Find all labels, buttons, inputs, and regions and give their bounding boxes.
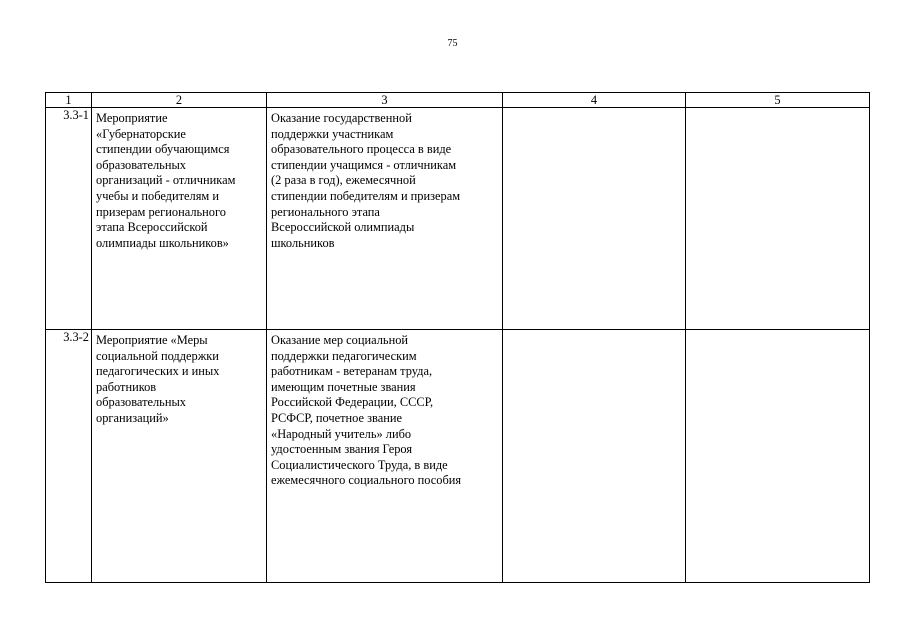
text-line: Социалистического Труда, в виде bbox=[271, 457, 448, 472]
column-header-2: 2 bbox=[92, 93, 267, 108]
table-row bbox=[46, 108, 870, 330]
column-4-cell bbox=[503, 330, 686, 583]
text-line: поддержки участникам bbox=[271, 126, 394, 141]
text-line: Оказание государственной bbox=[271, 111, 412, 125]
column-header-5: 5 bbox=[686, 93, 870, 108]
text-line: (2 раза в год), ежемесячной bbox=[271, 173, 416, 188]
text-line: педагогических и иных bbox=[96, 364, 220, 379]
column-5-cell bbox=[686, 330, 870, 583]
text-line: ежемесячного социального пособия bbox=[271, 473, 462, 488]
activity-name-cell bbox=[92, 108, 267, 330]
activity-description-cell bbox=[267, 108, 503, 330]
page-number: 75 bbox=[447, 38, 458, 49]
column-header-4: 4 bbox=[503, 93, 686, 108]
text-line: образовательных bbox=[96, 395, 186, 410]
text-line: социальной поддержки bbox=[96, 348, 219, 363]
text-line: олимпиады школьников» bbox=[96, 235, 229, 250]
column-4-cell bbox=[503, 108, 686, 330]
activity-name-cell bbox=[92, 330, 267, 583]
text-line: этапа Всероссийской bbox=[96, 220, 208, 235]
text-line: Мероприятие bbox=[96, 111, 168, 125]
text-line: стипендии обучающимся bbox=[96, 142, 230, 157]
text-line: стипендии учащимся - отличникам bbox=[271, 157, 457, 172]
activity-description-cell bbox=[267, 330, 503, 583]
text-line: работников bbox=[96, 379, 157, 394]
column-5-cell bbox=[686, 108, 870, 330]
text-line: образовательных bbox=[96, 157, 186, 172]
text-line: Оказание мер социальной bbox=[271, 333, 409, 347]
text-line: образовательного процесса в виде bbox=[271, 142, 452, 157]
text-line: школьников bbox=[271, 235, 335, 250]
text-line: работникам - ветеранам труда, bbox=[271, 364, 433, 379]
text-line: имеющим почетные звания bbox=[271, 379, 416, 394]
text-line: организаций - отличникам bbox=[96, 173, 236, 188]
text-line: поддержки педагогическим bbox=[271, 348, 417, 363]
text-line: стипендии победителям и призерам bbox=[271, 188, 461, 203]
text-line: организаций» bbox=[96, 410, 169, 425]
column-header-3: 3 bbox=[267, 93, 503, 108]
row-number: 3.3-1 bbox=[46, 108, 92, 330]
text-line: Российской Федерации, СССР, bbox=[271, 395, 434, 410]
text-line: Мероприятие «Меры bbox=[96, 333, 208, 347]
table-row bbox=[46, 330, 870, 583]
document-table bbox=[45, 92, 870, 583]
table-header-row bbox=[46, 93, 870, 108]
text-line: «Народный учитель» либо bbox=[271, 426, 412, 441]
text-line: Всероссийской олимпиады bbox=[271, 220, 415, 235]
text-line: РСФСР, почетное звание bbox=[271, 410, 402, 425]
row-number: 3.3-2 bbox=[46, 330, 92, 583]
text-line: регионального этапа bbox=[271, 204, 380, 219]
text-line: удостоенным звания Героя bbox=[271, 442, 413, 457]
text-line: «Губернаторские bbox=[96, 126, 186, 141]
text-line: учебы и победителям и bbox=[96, 188, 219, 203]
column-header-1: 1 bbox=[46, 93, 92, 108]
text-line: призерам регионального bbox=[96, 204, 226, 219]
